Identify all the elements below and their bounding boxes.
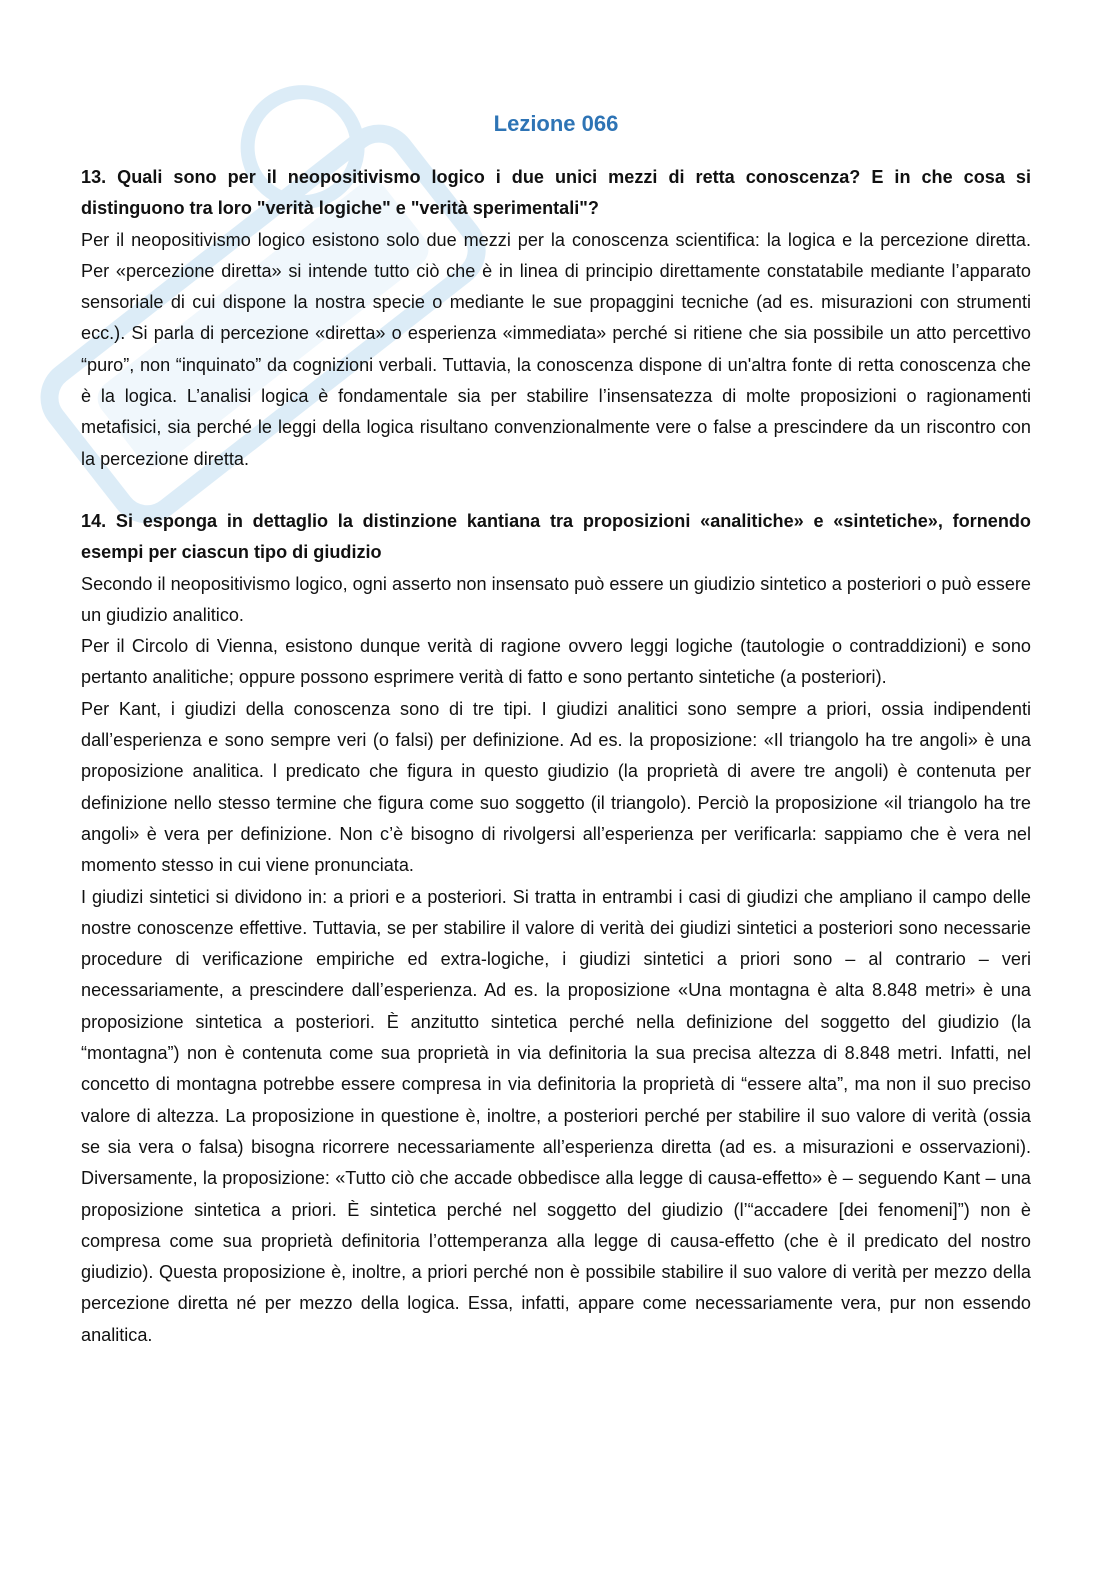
answer-13-paragraph: Per il neopositivismo logico esistono solo due mezzi per la conoscenza scientifica: la logica e la percezione diretta. Per «percezione diretta» si intende tutto ciò che è in linea di principio direttamente constatabile mediante l’apparato sensoriale di cui dispone la nostra specie o mediante le sue propaggini tecniche (ad es. misurazioni con strumenti ecc.). Si parla di percezione «diretta» o esperienza «immediata» perché si ritiene che sia possibile un atto percettivo “puro”, non “inquinato” da cognizioni verbali. Tuttavia, la conoscenza dispone di un'altra fonte di retta conoscenza che è la logica. L’analisi logica è fondamentale sia per stabilire l’insensatezza di molte proposizioni o ragionamenti metafisici, sia perché le leggi della logica risultano convenzionalmente vere o false a prescindere da un riscontro con la percezione diretta. xyxy=(81,229,1031,469)
answer-14-paragraph: I giudizi sintetici si dividono in: a priori e a posteriori. Si tratta in entrambi i casi di giudizi che ampliano il campo delle nostre conoscenze effettive. Tuttavia, se per stabilire il valore di verità dei giudizi sintetici a posteriori sono necessarie procedure di verificazione empiriche ed extra-logiche, i giudizi sintetici a priori sono – al contrario – veri necessariamente, a prescindere dall’esperienza. Ad es. la proposizione «Una montagna è alta 8.848 metri» è una proposizione sintetica a posteriori. È anzitutto sintetica perché nella definizione del soggetto del giudizio (la “montagna”) non è contenuta come sua proprietà in via definitoria la sua precisa altezza di 8.848 metri. Infatti, nel concetto di montagna potrebbe essere compresa in via definitoria la proprietà di “essere alta”, ma non il suo preciso valore di altezza. La proposizione in questione è, inoltre, a posteriori perché per stabilire il suo valore di verità (ossia se sia vera o falsa) bisogna ricorrere necessariamente all’esperienza diretta (ad es. a misurazioni e osservazioni). Diversamente, la proposizione: «Tutto ciò che accade obbedisce alla legge di causa-effetto» è – seguendo Kant – una proposizione sintetica a priori. È sintetica perché nel soggetto del giudizio (l’“accadere [dei fenomeni]”) non è compresa come sua proprietà definitoria l’ottemperanza alla legge di causa-effetto (che è il predicato del nostro giudizio). Questa proposizione è, inoltre, a priori perché non è possibile stabilire il suo valore di verità per mezzo della percezione diretta né per mezzo della logica. Essa, infatti, appare come necessariamente vera, pur non essendo analitica. xyxy=(81,886,1031,1345)
answer-14-paragraph: Per il Circolo di Vienna, esistono dunque verità di ragione ovvero leggi logiche (tautologie o contraddizioni) e sono pertanto analitiche; oppure possono esprimere verità di fatto e sono pertanto sintetiche (a posteriori). xyxy=(81,636,1031,688)
answer-14-paragraph: Per Kant, i giudizi della conoscenza sono di tre tipi. I giudizi analitici sono sempre a priori, ossia indipendenti dall’esperienza e sono sempre veri (o falsi) per definizione. Ad es. la proposizione: «Il triangolo ha tre angoli» è una proposizione analitica. l predicato che figura in questo giudizio (la proprietà di avere tre angoli) è contenuta per definizione nello stesso termine che figura come suo soggetto (il triangolo). Perciò la proposizione «il triangolo ha tre angoli» è vera per definizione. Non c’è bisogno di rivolgersi all’esperienza per verificarla: sappiamo che è vera nel momento stesso in cui viene pronunciata. xyxy=(81,698,1031,876)
document-page xyxy=(81,104,1031,1351)
page-title: Lezione 066 xyxy=(493,111,619,136)
section-14 xyxy=(81,506,1031,1351)
answer-14-paragraph: Secondo il neopositivismo logico, ogni asserto non insensato può essere un giudizio sintetico a posteriori o può essere un giudizio analitico. xyxy=(81,573,1031,625)
question-14: 14. Si esponga in dettaglio la distinzione kantiana tra proposizioni «analitiche» e «sintetiche», fornendo esempi per ciascun tipo di giudizio xyxy=(81,510,1031,563)
section-13 xyxy=(81,162,1031,475)
question-13: 13. Quali sono per il neopositivismo logico i due unici mezzi di retta conoscenza? E in che cosa si distinguono tra loro "verità logiche" e "verità sperimentali"? xyxy=(81,167,1031,219)
